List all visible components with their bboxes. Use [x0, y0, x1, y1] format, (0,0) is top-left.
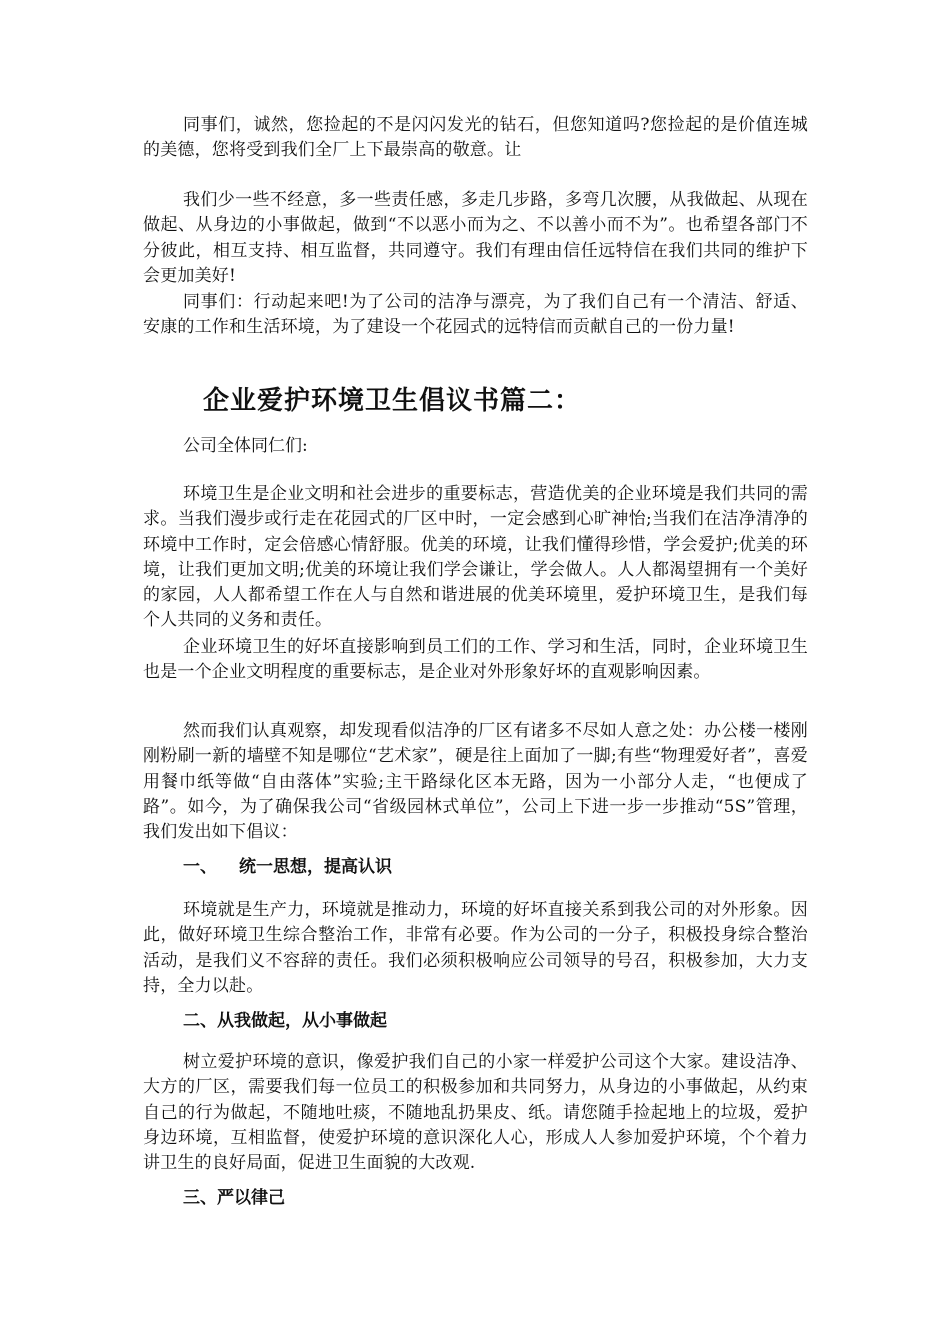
salutation: 公司全体同仁们: — [183, 436, 308, 456]
paragraph-environment-impact: 企业环境卫生的好坏直接影响到员工们的工作、学习和生活，同时，企业环境卫生也是一个企业文明程度的重要标志，是企业对外形象好坏的直观影响因素。 — [143, 637, 808, 683]
heading-text: 统一思想，提高认识 — [239, 857, 392, 877]
heading-start-with-me: 二、从我做起，从小事做起 — [183, 1011, 387, 1031]
paragraph-colleagues-diamond: 同事们，诚然，您捡起的不是闪闪发光的钻石，但您知道吗?您捡起的是价值连城的美德，您将受到我们全厂上下最崇高的敬意。让 — [143, 115, 808, 161]
paragraph-take-action: 同事们：行动起来吧!为了公司的洁净与漂亮，为了我们自己有一个清洁、舒适、安康的工作和生活环境，为了建设一个花园式的远特信而贡献自己的一份力量! — [143, 292, 808, 338]
paragraph-protect-awareness: 树立爱护环境的意识，像爱护我们自己的小家一样爱护公司这个大家。建设洁净、大方的厂区，需要我们每一位员工的积极参加和共同努力，从身边的小事做起，从约束自己的行为做起，不随地吐痰，不随地乱扔果皮、纸。请您随手捡起地上的垃圾，爱护身边环境，互相监督，使爱护环境的意识深化人心，形成人人参加爱护环境，个个着力讲卫生的良好局面，促进卫生面貌的大改观. — [143, 1052, 808, 1174]
paragraph-less-careless: 我们少一些不经意，多一些责任感，多走几步路，多弯几次腰，从我做起、从现在做起、从身边的小事做起，做到“不以恶小而为之、不以善小而不为”。也希望各部门不分彼此，相互支持、相互监督，共同遵守。我们有理由信任远特信在我们共同的维护下会更加美好! — [143, 190, 808, 286]
paragraph-observation: 然而我们认真观察，却发现看似洁净的厂区有诸多不尽如人意之处：办公楼一楼刚刚粉刷一新的墙壁不知是哪位“艺术家”，硬是往上面加了一脚;有些“物理爱好者”，喜爱用餐巾纸等做“自由落体”实验;主干路绿化区本无路，因为一小部分人走，“也便成了路”。如今，为了确保我公司“省级园林式单位”，公司上下进一步一步推动“5S”管理，我们发出如下倡议： — [143, 721, 808, 843]
paragraph-productivity: 环境就是生产力，环境就是推动力，环境的好坏直接关系到我公司的对外形象。因此，做好环境卫生综合整治工作，非常有必要。作为公司的一分子，积极投身综合整治活动，是我们义不容辞的责任。我们必须积极响应公司领导的号召，积极参加，大力支持，全力以赴。 — [143, 900, 808, 996]
heading-self-discipline: 三、严以律己 — [183, 1188, 285, 1208]
paragraph-environment-importance: 环境卫生是企业文明和社会进步的重要标志，营造优美的企业环境是我们共同的需求。当我们漫步或行走在花园式的厂区中时，一定会感到心旷神怡;当我们在洁净清净的环境中工作时，定会倍感心情舒服。优美的环境，让我们懂得珍惜，学会爱护;优美的环境，让我们更加文明;优美的环境让我们学会谦让，学会做人。人人都渴望拥有一个美好的家园，人人都希望工作在人与自然和谐进展的优美环境里，爱护环境卫生，是我们每个人共同的义务和责任。 — [143, 484, 808, 631]
heading-unify-thinking — [183, 855, 392, 880]
heading-number: 一、 — [183, 857, 217, 877]
section-title: 企业爱护环境卫生倡议书篇二： — [203, 386, 582, 416]
